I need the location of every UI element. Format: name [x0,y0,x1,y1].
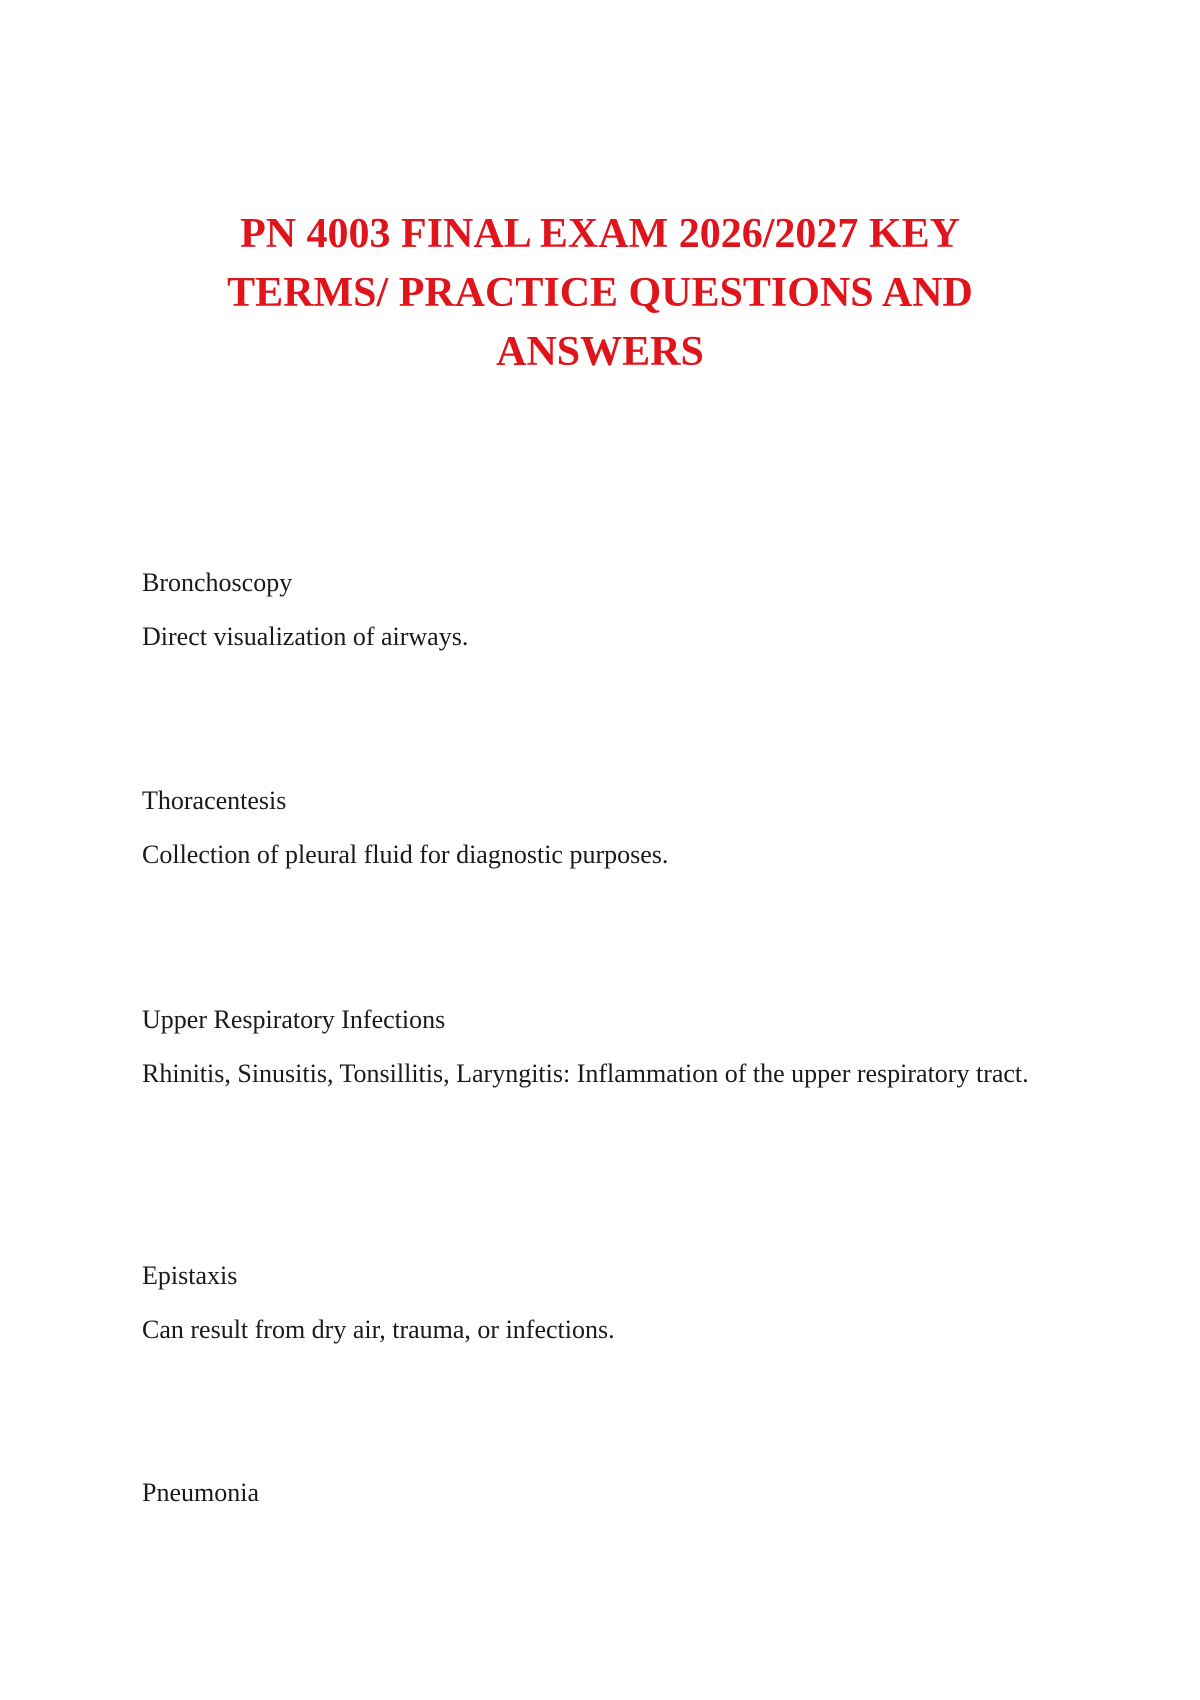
term: Epistaxis [142,1261,238,1290]
term: Bronchoscopy [142,568,293,597]
definition: Direct visualization of airways. [142,622,469,651]
entry-thoracentesis [142,783,1042,873]
title-line-3: ANSWERS [496,329,704,375]
entry-pneumonia [142,1475,1042,1511]
definition: Collection of pleural fluid for diagnostic purposes. [142,840,669,869]
title-line-1: PN 4003 FINAL EXAM 2026/2027 KEY [240,211,960,257]
term: Pneumonia [142,1478,259,1507]
term: Upper Respiratory Infections [142,1005,446,1034]
entry-bronchoscopy [142,565,1042,655]
title-line-2: TERMS/ PRACTICE QUESTIONS AND [227,270,973,316]
definition: Rhinitis, Sinusitis, Tonsillitis, Laryngitis: Inflammation of the upper respiratory tract. [142,1059,1029,1088]
entry-epistaxis [142,1258,1042,1348]
definition: Can result from dry air, trauma, or infections. [142,1315,615,1344]
document-title [150,205,1050,382]
term: Thoracentesis [142,786,287,815]
entry-upper-respiratory-infections [142,1002,1042,1092]
